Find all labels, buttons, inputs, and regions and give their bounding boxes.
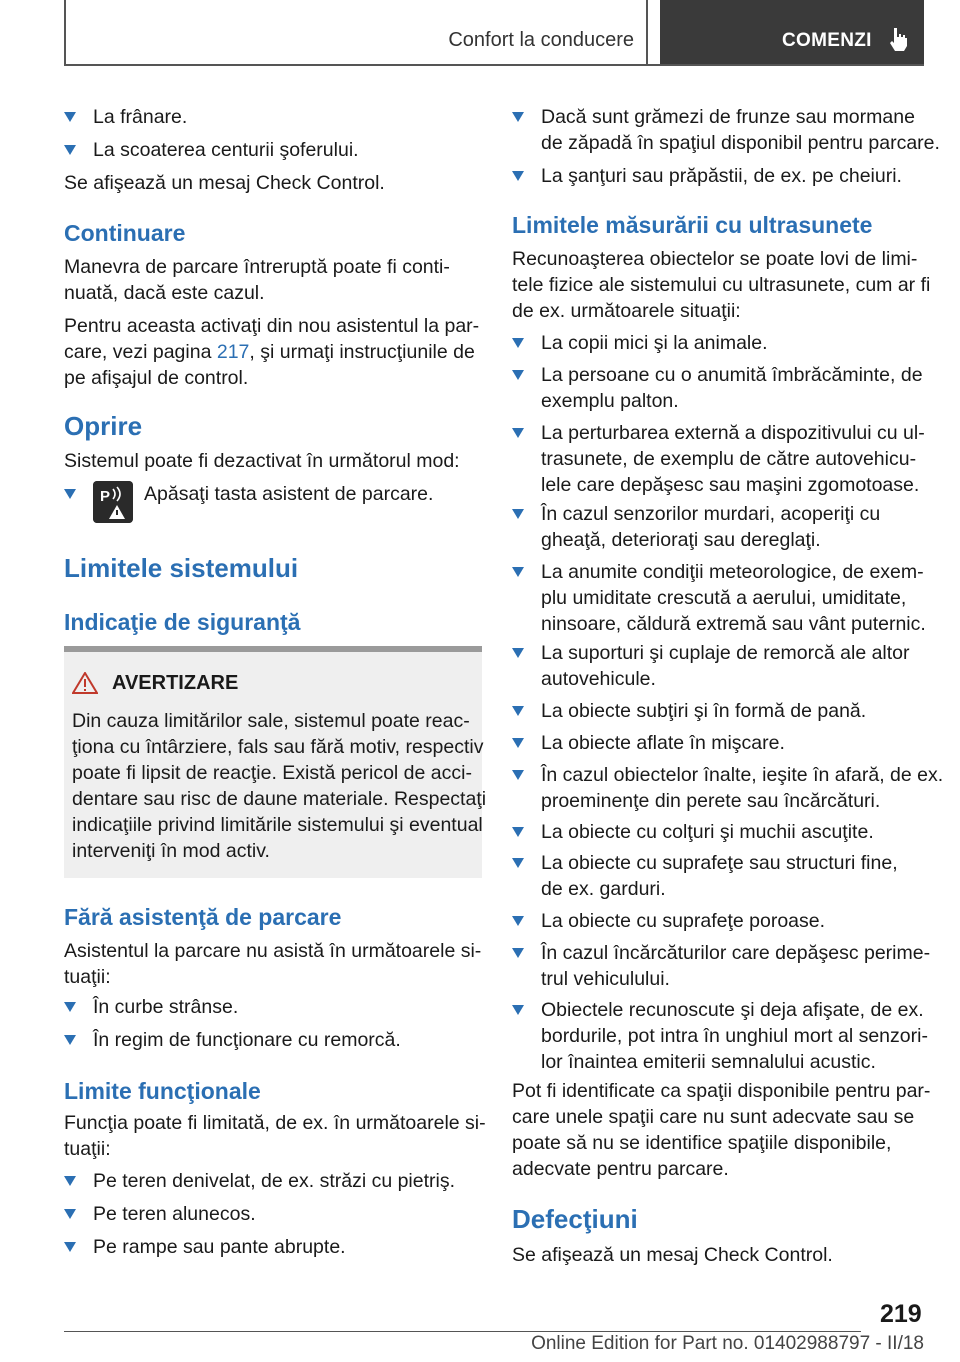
paragraph-line: Recunoaşterea obiectelor se poate lovi de limi‐	[512, 248, 918, 270]
paragraph-line: poate să nu se identifice spaţiile disponibile,	[512, 1132, 892, 1154]
warning-bar	[64, 646, 482, 652]
paragraph-line: tuaţii:	[64, 1138, 111, 1160]
warning-title: AVERTIZARE	[112, 672, 239, 694]
bullet-triangle-icon	[512, 948, 524, 958]
bullet-triangle-icon	[512, 171, 524, 181]
list-item: P Apăsaţi tasta asistent de parcare.	[64, 481, 482, 525]
bullet-triangle-icon	[64, 1209, 76, 1219]
paragraph-line: adecvate pentru parcare.	[512, 1158, 729, 1180]
bullet-triangle-icon	[512, 567, 524, 577]
warning-box	[64, 646, 487, 878]
bullet-triangle-icon	[512, 648, 524, 658]
page-link-217[interactable]: 217	[216, 341, 250, 363]
paragraph-line: nuată, dacă este cazul.	[64, 282, 265, 304]
bullet-triangle-icon	[512, 738, 524, 748]
bullet-triangle-icon	[512, 428, 524, 438]
warning-triangle-icon	[72, 672, 98, 694]
bullet-triangle-icon	[512, 338, 524, 348]
bullet-triangle-icon	[64, 1176, 76, 1186]
bullet-triangle-icon	[64, 1035, 76, 1045]
paragraph-line: Pot fi identificate ca spaţii disponibile pentru par‐	[512, 1080, 931, 1102]
paragraph-line: care, vezi pagina 217, şi urmaţi instrucţiunile de	[64, 341, 475, 363]
bullet-triangle-icon	[512, 370, 524, 380]
bullet-triangle-icon	[512, 509, 524, 519]
header-rule	[64, 64, 924, 66]
paragraph-line: tele fizice ale sistemului cu ultrasunete, cum ar fi	[512, 274, 931, 296]
paragraph-line: Funcţia poate fi limitată, de ex. în următoarele si‐	[64, 1112, 486, 1134]
heading-limite-functionale: Limite funcţionale	[64, 1078, 261, 1104]
bullet-triangle-icon	[512, 112, 524, 122]
heading-fara-asistenta: Fără asistenţă de parcare	[64, 904, 342, 930]
paragraph-line: Pentru aceasta activaţi din nou asistentul la par‐	[64, 315, 480, 337]
heading-indicatie-siguranta: Indicaţie de siguranţă	[64, 609, 301, 635]
heading-limitele-ultrasunete: Limitele măsurării cu ultrasunete	[512, 212, 873, 238]
paragraph: Se afişează un mesaj Check Control.	[64, 172, 385, 194]
bullet-triangle-icon	[512, 1005, 524, 1015]
footer-edition: Online Edition for Part no. 01402988797 - II/18	[531, 1333, 924, 1354]
heading-oprire: Oprire	[64, 411, 143, 441]
svg-text:P: P	[100, 488, 111, 505]
bullet-triangle-icon	[64, 1242, 76, 1252]
bullet-triangle-icon	[64, 145, 76, 155]
warning-line: poate fi lipsit de reacţie. Există pericol de acci‐	[72, 762, 472, 784]
header-chapter-tab[interactable]	[660, 0, 924, 64]
heading-limitele-sistemului: Limitele sistemului	[64, 553, 299, 583]
bullet-triangle-icon	[512, 770, 524, 780]
header-section-title: Confort la conducere	[448, 29, 634, 51]
warning-line: interveniţi în mod activ.	[72, 840, 270, 862]
pointing-hand-icon	[888, 26, 910, 52]
bullet-triangle-icon	[64, 112, 76, 122]
paragraph-line: pe afişajul de control.	[64, 367, 249, 389]
bullet-triangle-icon	[512, 827, 524, 837]
warning-line: Din cauza limitărilor sale, sistemul poate reac‐	[72, 710, 470, 732]
parking-assistant-button-icon	[93, 481, 133, 523]
footer-rule	[64, 1331, 861, 1332]
header-section-tab	[64, 0, 648, 64]
heading-continuare: Continuare	[64, 220, 186, 246]
warning-line: ţiona cu întârziere, fals sau fără motiv, respectiv	[72, 736, 484, 758]
bullet-triangle-icon	[512, 858, 524, 868]
bullet-triangle-icon	[512, 916, 524, 926]
heading-defectiuni: Defecţiuni	[512, 1204, 638, 1234]
bullet-triangle-icon	[64, 1002, 76, 1012]
paragraph-line: Manevra de parcare întreruptă poate fi conti‐	[64, 256, 450, 278]
paragraph: Se afişează un mesaj Check Control.	[512, 1244, 833, 1266]
paragraph-line: care unele spaţii care nu sunt adecvate sau se	[512, 1106, 915, 1128]
paragraph-line: de ex. următoarele situaţii:	[512, 300, 741, 322]
header-chapter-title: COMENZI	[782, 30, 872, 51]
warning-line: dentare sau risc de daune materiale. Respectaţi	[72, 788, 487, 810]
paragraph: Sistemul poate fi dezactivat în următorul mod:	[64, 450, 460, 472]
bullet-triangle-icon	[512, 706, 524, 716]
page-number: 219	[880, 1300, 922, 1328]
paragraph-line: Asistentul la parcare nu asistă în următoarele si‐	[64, 940, 482, 962]
bullet-triangle-icon	[64, 489, 76, 499]
paragraph-line: tuaţii:	[64, 966, 111, 988]
warning-line: indicaţiile privind limitările sistemului şi eventual	[72, 814, 483, 836]
